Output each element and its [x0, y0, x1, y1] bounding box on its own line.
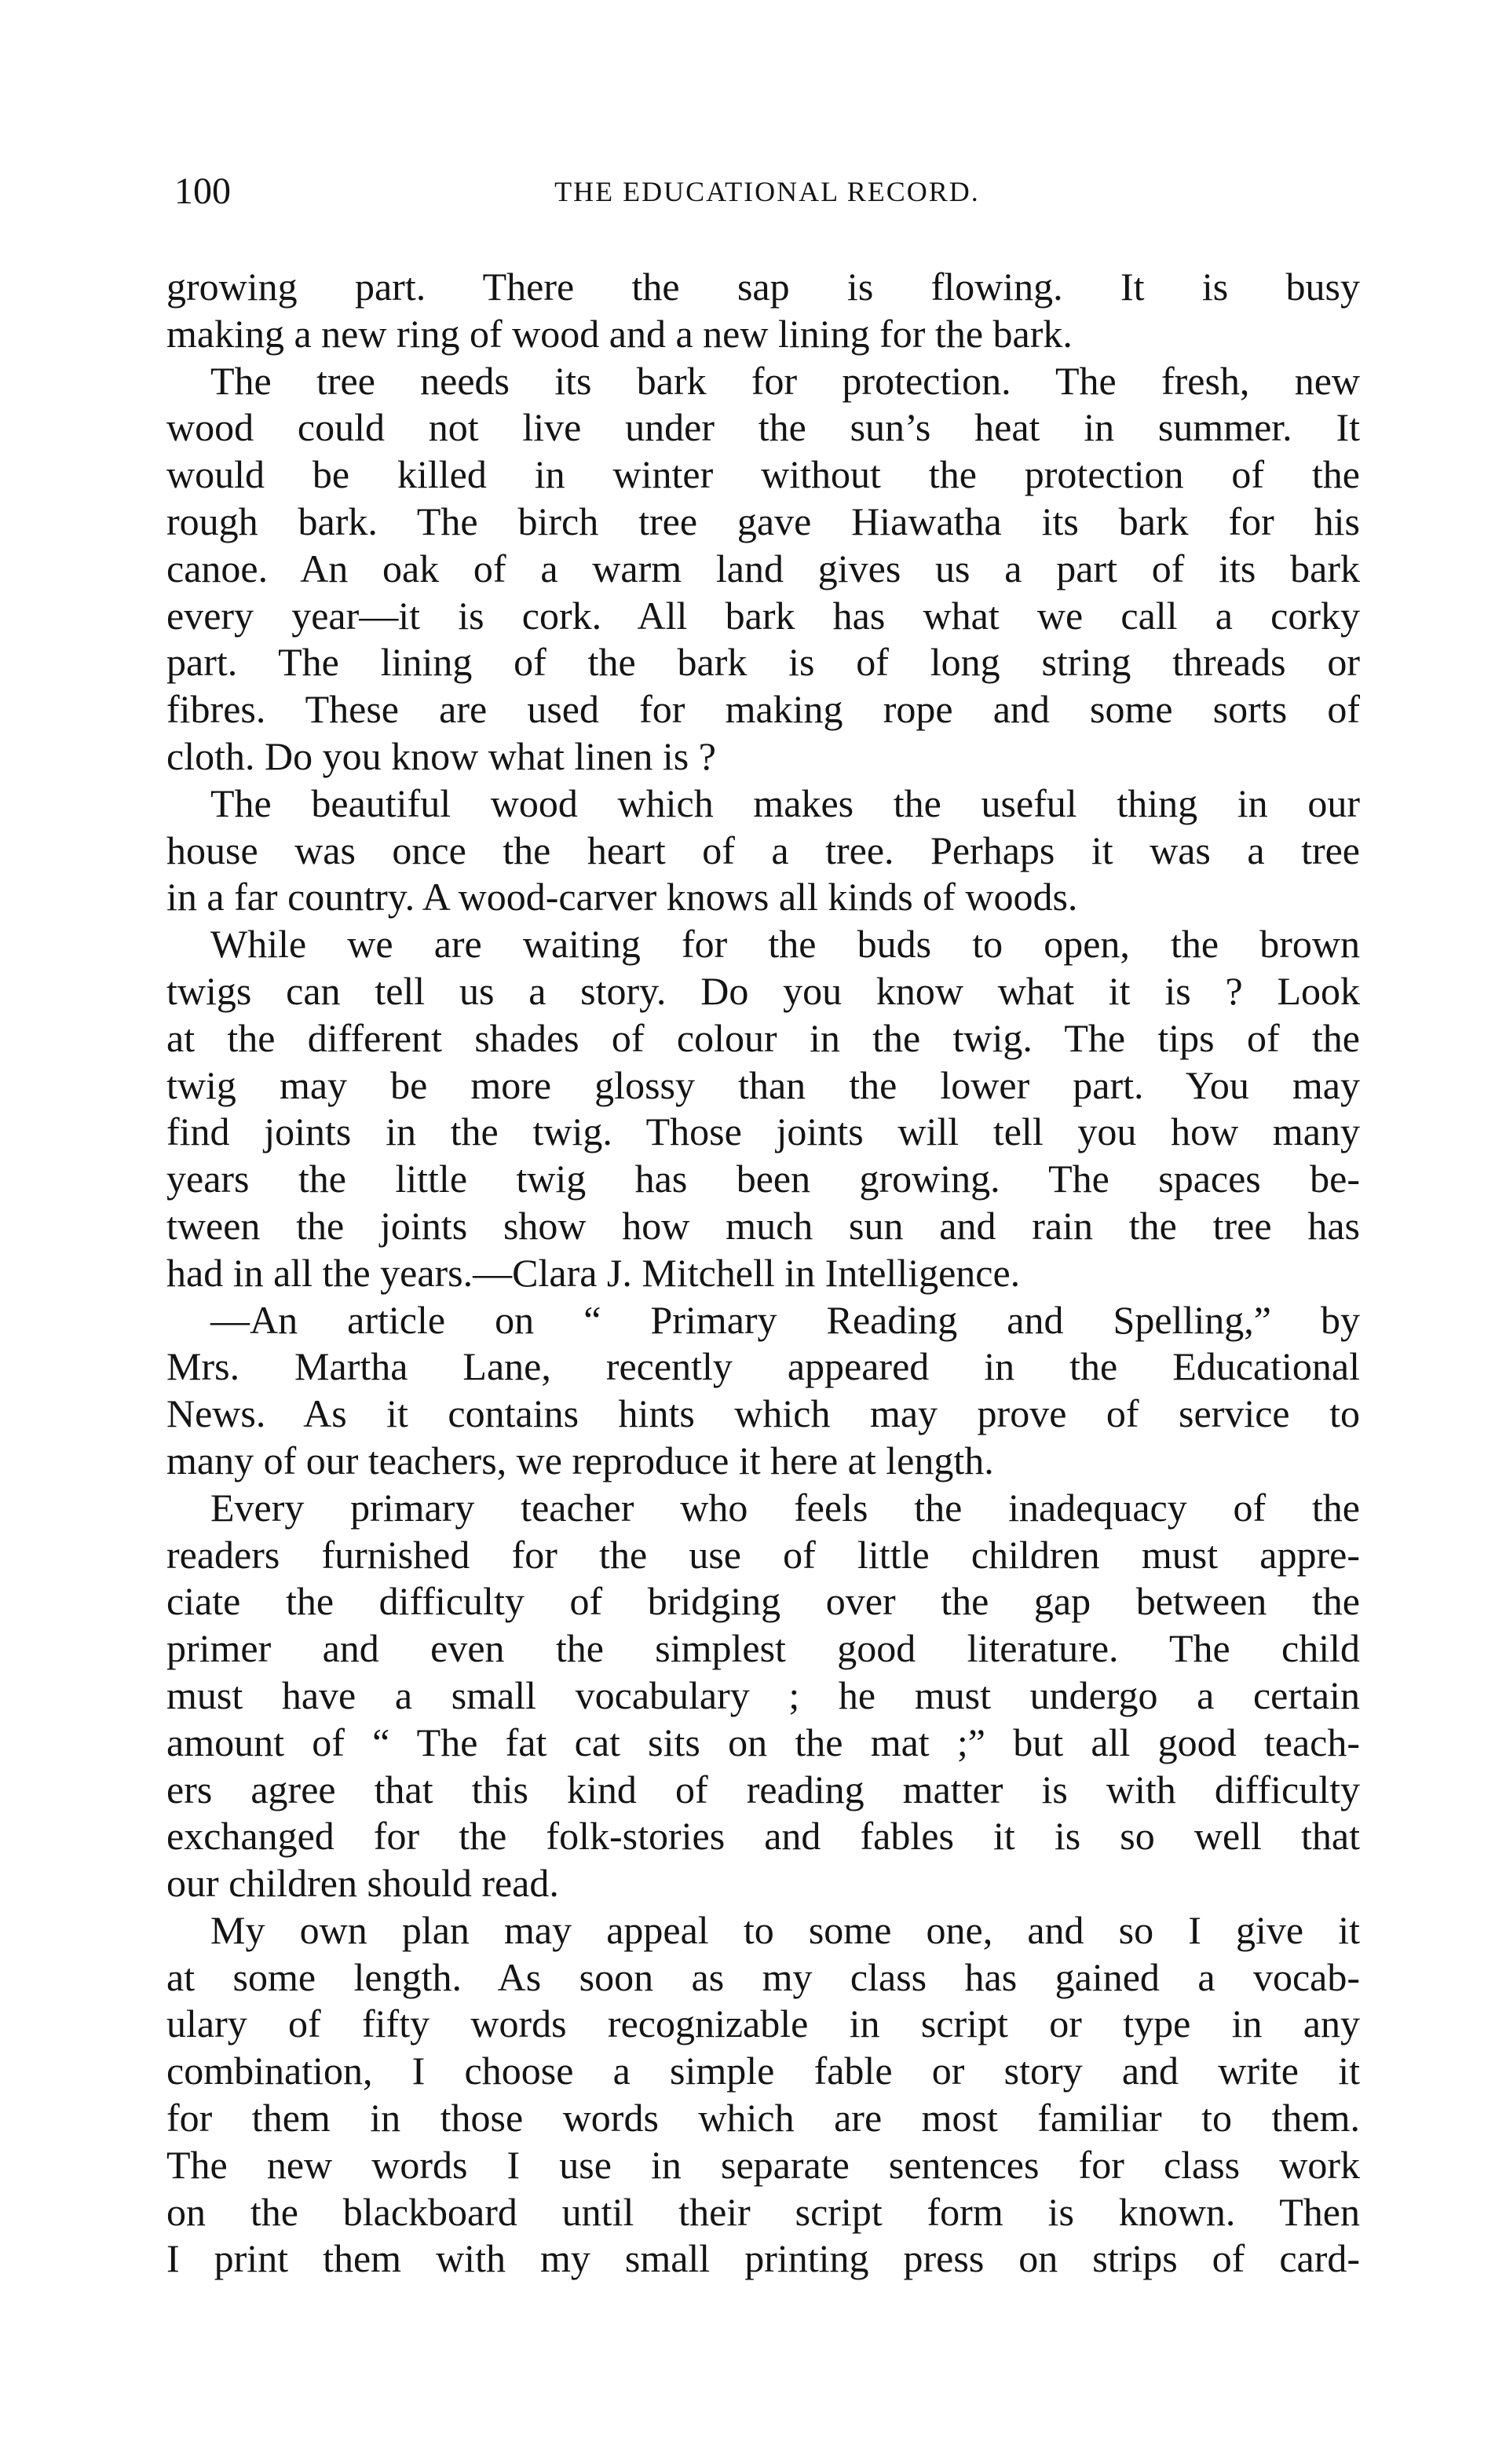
text-line: in a far country. A wood-carver knows all kinds of woods. [166, 875, 1078, 919]
text-line: years the little twig has been growing. The spaces be- [166, 1157, 1360, 1201]
text-line: News. As it contains hints which may prove of service to [166, 1391, 1360, 1436]
text-line: combination, I choose a simple fable or story and write it [166, 2049, 1360, 2093]
text-line: My own plan may appeal to some one, and so I give it [210, 1907, 1360, 1952]
text-line: tween the joints show how much sun and rain the tree has [166, 1203, 1360, 1248]
text-line: wood could not live under the sun’s heat in summer. It [166, 405, 1360, 450]
text-line: had in all the years.—Clara J. Mitchell in Intelligence. [166, 1250, 1021, 1295]
text-line: rough bark. The birch tree gave Hiawatha its bark for his [166, 499, 1360, 543]
text-line: cloth. Do you know what linen is ? [166, 733, 716, 778]
text-line: The beautiful wood which makes the useful thing in our [210, 781, 1360, 825]
text-line: primer and even the simplest good literature. The child [166, 1626, 1360, 1671]
text-line: house was once the heart of a tree. Perhaps it was a tree [166, 828, 1360, 872]
text-line: The tree needs its bark for protection. The fresh, new [210, 358, 1360, 403]
text-line: at the different shades of colour in the twig. The tips of the [166, 1015, 1360, 1060]
text-line: Mrs. Martha Lane, recently appeared in the Educational [166, 1344, 1360, 1389]
text-line: I print them with my small printing press on strips of card- [166, 2236, 1360, 2281]
text-line: part. The lining of the bark is of long string threads or [166, 640, 1360, 685]
text-line: at some length. As soon as my class has gained a vocab- [166, 1954, 1360, 1999]
text-line: every year—it is cork. All bark has what we call a corky [166, 593, 1360, 638]
text-line: would be killed in winter without the protection of the [166, 452, 1360, 497]
text-line: must have a small vocabulary ; he must undergo a certain [166, 1673, 1360, 1717]
body-text [166, 264, 1360, 2283]
page-number: 100 [174, 170, 231, 212]
text-line: readers furnished for the use of little children must appre- [166, 1532, 1360, 1577]
text-line: twig may be more glossy than the lower part. You may [166, 1062, 1360, 1107]
text-line: amount of “ The fat cat sits on the mat ;” but all good teach- [166, 1720, 1360, 1764]
text-line: making a new ring of wood and a new lining for the bark. [166, 311, 1073, 356]
text-line: The new words I use in separate sentences for class work [166, 2142, 1360, 2187]
running-head [174, 168, 1360, 215]
text-line: ciate the difficulty of bridging over the gap between the [166, 1579, 1360, 1624]
text-line: While we are waiting for the buds to open, the brown [210, 922, 1360, 967]
journal-title: THE EDUCATIONAL RECORD. [554, 176, 980, 207]
text-line: exchanged for the folk-stories and fables it is so well that [166, 1814, 1360, 1859]
text-line: twigs can tell us a story. Do you know what it is ? Look [166, 968, 1360, 1013]
text-line: canoe. An oak of a warm land gives us a part of its bark [166, 546, 1360, 590]
text-line: find joints in the twig. Those joints will tell you how many [166, 1110, 1360, 1154]
text-line: many of our teachers, we reproduce it here at length. [166, 1438, 994, 1482]
text-line: ulary of fifty words recognizable in script or type in any [166, 2002, 1360, 2046]
text-line: fibres. These are used for making rope and some sorts of [166, 687, 1360, 732]
text-line: for them in those words which are most familiar to them. [166, 2096, 1360, 2140]
text-line: growing part. There the sap is flowing. It is busy [166, 265, 1360, 309]
text-line: ers agree that this kind of reading matter is with difficulty [166, 1767, 1360, 1811]
text-line: our children should read. [166, 1861, 559, 1906]
text-line: on the blackboard until their script form is known. Then [166, 2189, 1360, 2234]
text-line: Every primary teacher who feels the inadequacy of the [210, 1485, 1360, 1530]
text-line: —An article on “ Primary Reading and Spelling,” by [210, 1297, 1360, 1342]
